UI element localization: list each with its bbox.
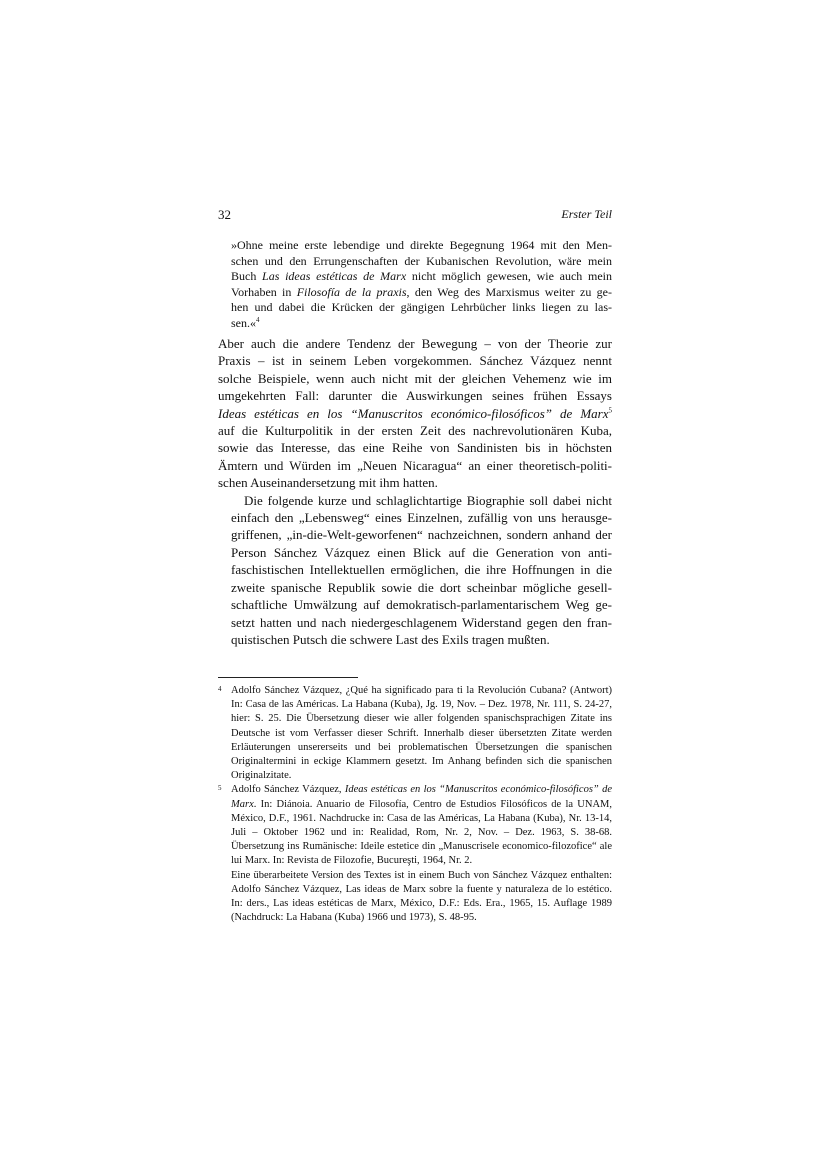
footnote [218, 684, 612, 783]
quote-line: Buch Las ideas estéticas de Marx nicht möglich gewesen, wie auch mein [231, 269, 612, 284]
footnote-continuation: Eine überarbeitete Version des Textes ist in einem Buch von Sánchez Vázquez enthalten: Adolfo Sánchez Vázquez, Las ideas de Marx sobre la fuente y naturaleza de lo estético. In: ders., Las ideas estéticas de Marx, México, D.F.: Eds. Era., 1965, 15. Auflage 1989 (Nachdruck: La Habana (Kuba) 1966 und 1973), S. 48-95. [231, 869, 612, 924]
paragraph: Die folgende kurze und schlaglichtartige Biographie soll dabei nicht einfach den „Lebensweg“ eines Einzelnen, zufällig von uns herausge- griffenen, „in-die-Welt-geworfenen“ nachzeichnen, sondern anhand der Person Sánchez Vázquez einen Blick auf die Generation von anti- faschistischen Intellektuellen ermöglichen, die ihre Hoffnungen in die zweite spanische Republik sowie die dort scheinbar mögliche gesell- schaftliche Umwälzung auf demokratisch-parlamentarischem Weg ge- setzt hatten und nach niedergeschlagenem Widerstand gegen den fran- quistischen Putsch die schwere Last des Exils tragen mußten. [231, 492, 612, 647]
footnote-number: 5 [218, 784, 222, 793]
paragraph: Aber auch die andere Tendenz der Bewegung – von der Theorie zur Praxis – ist in seinem Leben vorgekommen. Sánchez Vázquez nennt solche Beispiele, wenn auch nicht mit der gleichen Vehemenz wie im umgekehrten Fall: darunter die Auswirkungen seines frühen Essays Ideas estéticas en los “Manuscritos económico-filosóficos” de Marx$^5$ auf die Kulturpolitik in der ersten Zeit des nachrevolutionären Kuba, sowie das Interesse, das eine Reihe von Sandinisten bis in höchsten Ämtern und Würden im „Neuen Nicaragua“ an einer theoretisch-politi- schen Auseinandersetzung mit ihm hatten. [218, 336, 612, 491]
essay-title: Ideas estéticas en los “Manuscritos económico-filosóficos” de Marx [218, 405, 609, 421]
page-header [218, 207, 612, 223]
block-quote [231, 238, 612, 332]
quote-line: hen und dabei die Krücken der gängigen Lehrbücher links liegen zu las- [231, 300, 612, 315]
footnote [218, 783, 612, 925]
footnote-ref: 5 [608, 406, 612, 415]
quote-line: sen.«$^4$ [231, 315, 260, 330]
footnote-ref: 4 [256, 315, 260, 324]
running-head: Erster Teil [561, 207, 612, 221]
quote-line: Vorhaben in Filosofía de la praxis, den Weg des Marxismus weiter zu ge- [231, 284, 612, 299]
footnote-text: Adolfo Sánchez Vázquez, ¿Qué ha significado para ti la Revolución Cubana? (Antwort) In: Casa de las Américas. La Habana (Kuba), Jg. 19, Nov. – Dez. 1978, Nr. 111, S. 24-27, hier: S. 25. Die Übersetzung dieser wie aller folgenden spanischsprachigen Zitate ins Deutsche ist vom Verfasser dieser Schrift. Innerhalb dieser übersetzten Zitate werden Erläuterungen unsererseits und bei problematischen Übersetzungen die spanischen Originaltermini in eckige Klammern gesetzt. Im Anhang befinden sich die spanischen Originalzitate. [231, 685, 612, 782]
footnote-number: 4 [218, 685, 222, 693]
book-title: Filosofía de la praxis [296, 284, 407, 299]
footnote-divider [218, 677, 358, 678]
footnote-text: Adolfo Sánchez Vázquez, Ideas estéticas en los “Manuscritos económico-filosóficos” de Marx. In: Diánoia. Anuario de Filosofía, Centro de Estudios Filosóficos de la UNAM, México, D.F., 1961. Nachdrucke in: Casa de las Américas, La Habana (Kuba), Nr. 13-14, Juli – Oktober 1962 und in: Realidad, Rom, Nr. 2, Nov. – Dez. 1963, S. 38-68. Übersetzung ins Rumänische: Ideile estetice din „Manuscrisele economico-filozofice“ ale lui Marx. In: Revista de Filozofie, Bucureşti, 1964, Nr. 2. [231, 784, 612, 867]
footnotes [218, 684, 612, 925]
main-text [218, 335, 612, 648]
book-title: Las ideas estéticas de Marx [262, 269, 407, 284]
quote-line: schen und den Errungenschaften der Kubanischen Revolution, wäre mein [231, 253, 612, 268]
quote-line: »Ohne meine erste lebendige und direkte Begegnung 1964 mit den Men- [231, 238, 612, 252]
essay-title: Ideas estéticas en los “Manuscritos económico-filosóficos” de Marx [231, 784, 612, 810]
page-number: 32 [218, 207, 231, 222]
